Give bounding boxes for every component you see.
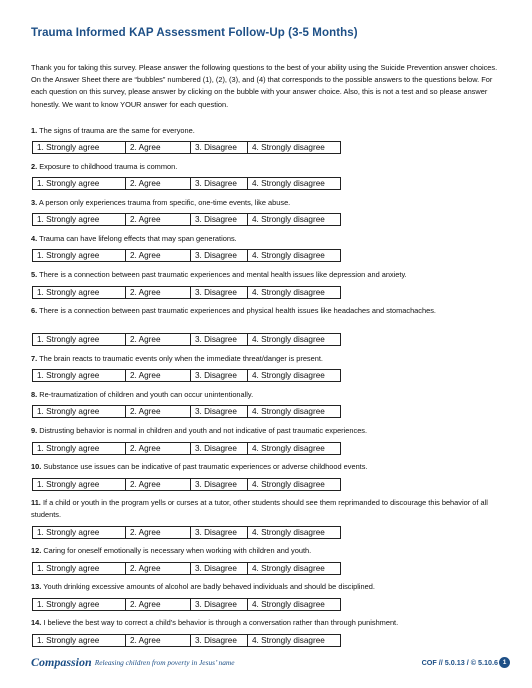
answer-option: 3. Disagree [191,370,248,381]
question-number: 3. [31,198,38,207]
question-label: The signs of trauma are the same for everyone. [39,126,195,135]
question-number: 12. [31,546,42,555]
answer-option: 3. Disagree [191,178,248,189]
answer-option: 3. Disagree [191,250,248,261]
question-text [31,617,507,629]
question-text [31,545,507,557]
answer-options-row [32,177,341,190]
answer-option: 3. Disagree [191,527,248,538]
answer-options-row [32,598,341,611]
question-text [31,353,507,365]
question-text [31,233,507,245]
answer-option: 2. Agree [126,635,191,646]
question-text [31,461,507,473]
question-label: The brain reacts to traumatic events only when the immediate threat/danger is present. [39,354,323,363]
answer-options-row [32,249,341,262]
question-number: 4. [31,234,38,243]
answer-option: 4. Strongly disagree [252,251,325,260]
answer-option: 2. Agree [126,370,191,381]
question-number: 1. [31,126,38,135]
question-number: 6. [31,306,38,315]
logo-wordmark: Compassion [31,655,92,669]
answer-option: 3. Disagree [191,142,248,153]
answer-options-row [32,286,341,299]
answer-option: 3. Disagree [191,479,248,490]
answer-option: 1. Strongly agree [33,287,126,298]
question-number: 9. [31,426,38,435]
question-label: There is a connection between past traumatic experiences and physical health issues like headaches and stomachaches. [39,306,436,315]
question-number: 11. [31,498,41,507]
question-text [31,269,507,281]
answer-options-row [32,141,341,154]
logo-slogan: Releasing children from poverty in Jesus’ name [94,658,235,667]
answer-option: 4. Strongly disagree [252,444,325,453]
answer-option: 2. Agree [126,142,191,153]
question-number: 8. [31,390,38,399]
question-label: I believe the best way to correct a child’s behavior is through a conversation rather than through punishment. [43,618,399,627]
answer-option: 2. Agree [126,178,191,189]
question-text [31,305,507,317]
answer-option: 2. Agree [126,527,191,538]
answer-option: 2. Agree [126,443,191,454]
answer-option: 2. Agree [126,287,191,298]
question-text [31,497,507,520]
question-text [31,425,507,437]
answer-option: 3. Disagree [191,443,248,454]
answer-option: 1. Strongly agree [33,250,126,261]
answer-option: 2. Agree [126,406,191,417]
question-label: Substance use issues can be indicative of past traumatic experiences or adverse childhood events. [43,462,368,471]
question-label: Exposure to childhood trauma is common. [39,162,178,171]
question-text [31,125,507,137]
answer-option: 1. Strongly agree [33,563,126,574]
question-number: 2. [31,162,38,171]
answer-option: 1. Strongly agree [33,443,126,454]
answer-option: 4. Strongly disagree [252,600,325,609]
question-number: 7. [31,354,38,363]
answer-option: 2. Agree [126,599,191,610]
answer-option: 2. Agree [126,250,191,261]
question-text [31,197,507,209]
question-number: 14. [31,618,42,627]
answer-option: 3. Disagree [191,287,248,298]
answer-options-row [32,478,341,491]
question-label: If a child or youth in the program yells or curses at a tutor, other students should see them reprimanded to discourage this behavior of all students. [31,498,488,519]
question-label: A person only experiences trauma from specific, one-time events, like abuse. [38,198,291,207]
question-number: 13. [31,582,42,591]
answer-option: 1. Strongly agree [33,599,126,610]
answer-option: 2. Agree [126,479,191,490]
compassion-logo [31,655,235,670]
answer-option: 1. Strongly agree [33,406,126,417]
answer-option: 4. Strongly disagree [252,636,325,645]
question-number: 10. [31,462,42,471]
question-text [31,581,507,593]
answer-option: 3. Disagree [191,635,248,646]
answer-option: 4. Strongly disagree [252,179,325,188]
answer-options-row [32,526,341,539]
answer-option: 4. Strongly disagree [252,215,325,224]
answer-option: 4. Strongly disagree [252,335,325,344]
question-text [31,389,507,401]
question-label: Caring for oneself emotionally is necessary when working with children and youth. [43,546,312,555]
question-label: Youth drinking excessive amounts of alcohol are badly behaved individuals and should be disciplined. [43,582,375,591]
answer-option: 1. Strongly agree [33,370,126,381]
answer-option: 4. Strongly disagree [252,371,325,380]
answer-option: 1. Strongly agree [33,334,126,345]
page-number-badge: 1 [499,657,510,668]
question-number: 5. [31,270,38,279]
question-label: Distrusting behavior is normal in children and youth and not indicative of past traumatic experiences. [39,426,368,435]
answer-option: 4. Strongly disagree [252,528,325,537]
answer-option: 3. Disagree [191,563,248,574]
answer-option: 2. Agree [126,563,191,574]
intro-paragraph: Thank you for taking this survey. Please answer the following questions to the best of your ability using the Suicide Prevention answer choices. On the Answer Sheet there are “bubbles” numbered (1), (2), (3), and (4) that corresponds to the possible answers to the questions below. For each question on this survey, please answer by clicking on the bubble with your answer choice. Also, this is not a test and so please answer honestly. We want to know YOUR answer for each question. [31,63,498,109]
answer-option: 3. Disagree [191,334,248,345]
page-title: Trauma Informed KAP Assessment Follow-Up (3-5 Months) [31,27,358,39]
answer-option: 1. Strongly agree [33,635,126,646]
question-label: Trauma can have lifelong effects that may span generations. [39,234,237,243]
answer-options-row [32,562,341,575]
answer-option: 4. Strongly disagree [252,480,325,489]
answer-option: 2. Agree [126,214,191,225]
answer-option: 1. Strongly agree [33,527,126,538]
answer-options-row [32,405,341,418]
answer-option: 1. Strongly agree [33,214,126,225]
answer-option: 2. Agree [126,334,191,345]
question-label: Re-traumatization of children and youth can occur unintentionally. [39,390,254,399]
question-label: There is a connection between past traumatic experiences and mental health issues like depression and anxiety. [39,270,407,279]
answer-option: 3. Disagree [191,406,248,417]
answer-option: 1. Strongly agree [33,178,126,189]
answer-options-row [32,213,341,226]
answer-options-row [32,442,341,455]
answer-option: 3. Disagree [191,599,248,610]
answer-option: 4. Strongly disagree [252,143,325,152]
answer-option: 1. Strongly agree [33,142,126,153]
question-text [31,161,507,173]
document-code: COF // 5.0.13 / © 5.10.6 [421,658,498,667]
answer-option: 4. Strongly disagree [252,407,325,416]
answer-options-row [32,634,341,647]
answer-options-row [32,369,341,382]
answer-option: 1. Strongly agree [33,479,126,490]
answer-option: 4. Strongly disagree [252,288,325,297]
answer-options-row [32,333,341,346]
answer-option: 4. Strongly disagree [252,564,325,573]
answer-option: 3. Disagree [191,214,248,225]
